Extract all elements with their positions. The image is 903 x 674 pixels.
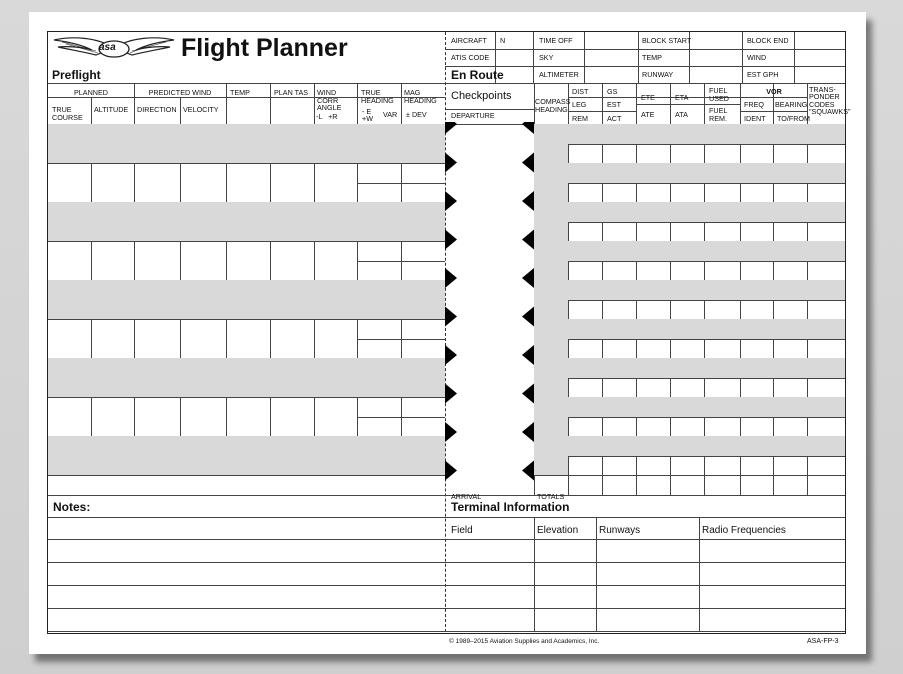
block-end-label: BLOCK END [747,36,789,45]
grid-line [568,222,845,223]
shaded-cell [534,436,845,456]
grid-line [48,83,445,84]
temp-label: TEMP [230,88,250,97]
sky-label: SKY [539,53,554,62]
form-id: ASA-FP-3 [807,638,839,645]
grid-line [48,241,445,242]
true-heading-label: TRUE HEADING [361,88,394,105]
totals-label: TOTALS [537,492,565,501]
block-start-label: BLOCK START [642,36,692,45]
atis-code-label: ATIS CODE [451,53,490,62]
departure-label: DEPARTURE [451,111,495,120]
grid-line [445,608,845,609]
plan-tas-label: PLAN TAS [274,88,309,97]
shaded-cell [534,202,845,222]
grid-line [48,517,445,518]
rem-label: REM [572,114,588,123]
gs-label: GS [607,87,618,96]
arrival-label: ARRIVAL [451,492,482,501]
grid-line [568,417,845,418]
page-title: Flight Planner [181,34,348,62]
grid-line [48,495,445,496]
grid-line [596,517,597,632]
shaded-cell [534,280,845,300]
grid-line [568,339,845,340]
altitude-label: ALTITUDE [94,105,129,114]
fuel-rem-label: FUEL REM. [709,106,728,123]
temp-field-label: TEMP [642,53,662,62]
shaded-cell [534,241,845,261]
ete-label: ETE [641,93,655,102]
elevation-label: Elevation [537,525,579,536]
leg-label: LEG [572,100,587,109]
wind-corr-angle-label: WIND CORR ANGLE [317,88,342,112]
shaded-cell [48,280,445,319]
shaded-cell [534,397,845,417]
grid-line [699,517,700,632]
grid-line [568,111,636,112]
grid-line [445,631,845,632]
checkpoint-markers [445,122,535,522]
grid-line [48,319,445,320]
grid-line [48,608,445,609]
grid-line [445,585,845,586]
shaded-cell [534,358,845,378]
grid-line [445,562,845,563]
eta-label: ETA [675,93,689,102]
planned-label: PLANNED [74,88,108,97]
checkpoints-label: Checkpoints [451,90,512,102]
ident-label: IDENT [744,114,766,123]
en-route-heading: En Route [451,68,504,82]
altimeter-label: ALTIMETER [539,70,579,79]
wind-label: WIND [747,53,767,62]
grid-line [445,66,845,67]
shaded-cell [534,319,845,339]
runways-label: Runways [599,525,641,536]
field-label: Field [451,525,473,536]
est-label: EST [607,100,621,109]
grid-line [533,32,534,83]
ate-label: ATE [641,110,655,119]
grid-line [445,49,845,50]
shaded-cell [48,202,445,241]
grid-line [638,32,639,83]
bearing-label: BEARING [775,100,808,109]
grid-line [740,111,807,112]
grid-line [534,517,535,632]
radio-frequencies-label: Radio Frequencies [702,525,786,536]
grid-line [568,183,845,184]
shaded-cell [534,163,845,183]
shaded-cell [48,358,445,397]
freq-label: FREQ [744,100,764,109]
logo-text: asa [99,42,116,53]
preflight-heading: Preflight [52,68,101,82]
grid-line [742,32,743,83]
notes-heading: Notes: [53,500,91,514]
compass-heading-label: COMPASS HEADING [535,97,571,114]
mag-heading-label: MAG HEADING [404,88,437,105]
shaded-cell [48,124,445,163]
grid-line [48,475,445,476]
true-heading-sign: - E +W [362,107,373,123]
grid-line [794,32,795,83]
grid-line [534,475,845,476]
est-gph-label: EST GPH [747,70,779,79]
wca-sign-label: -L +R [316,112,338,121]
grid-line [445,83,845,84]
vor-label: VOR [766,87,782,96]
grid-line [48,585,445,586]
predicted-wind-label: PREDICTED WIND [148,88,212,97]
grid-line [568,300,845,301]
dist-label: DIST [572,87,589,96]
aircraft-label: AIRCRAFT [451,36,487,45]
grid-line [48,631,445,632]
runway-label: RUNWAY [642,70,674,79]
time-off-label: TIME OFF [539,36,573,45]
grid-line [636,104,740,105]
terminal-heading: Terminal Information [451,500,570,514]
grid-line [568,261,845,262]
true-course-label: TRUE COURSE [52,105,83,122]
form-frame [47,31,851,634]
grid-line [226,83,227,97]
act-label: ACT [607,114,622,123]
grid-line [445,109,534,110]
grid-line [568,456,845,457]
copyright-text: © 1989–2015 Aviation Supplies and Academics, Inc. [449,638,600,645]
velocity-label: VELOCITY [183,105,219,114]
grid-line [48,562,445,563]
to-from-label: TO/FROM [777,114,811,123]
direction-label: DIRECTION [137,105,177,114]
ata-label: ATA [675,110,688,119]
grid-line [48,539,445,540]
grid-line [48,397,445,398]
var-label: VAR [383,110,398,119]
grid-line [568,378,845,379]
grid-line [48,163,445,164]
shaded-cell [534,124,845,144]
flight-planner-sheet [29,12,866,654]
dev-label: ± DEV [406,110,427,119]
n-label: N [500,36,506,45]
grid-line [568,144,845,145]
grid-line [584,32,585,83]
transponder-label: TRANS- PONDER CODES "SQUAWKS" [809,85,851,116]
grid-line [445,539,845,540]
fuel-used-label: FUEL USED [709,86,729,103]
shaded-cell [48,436,445,475]
